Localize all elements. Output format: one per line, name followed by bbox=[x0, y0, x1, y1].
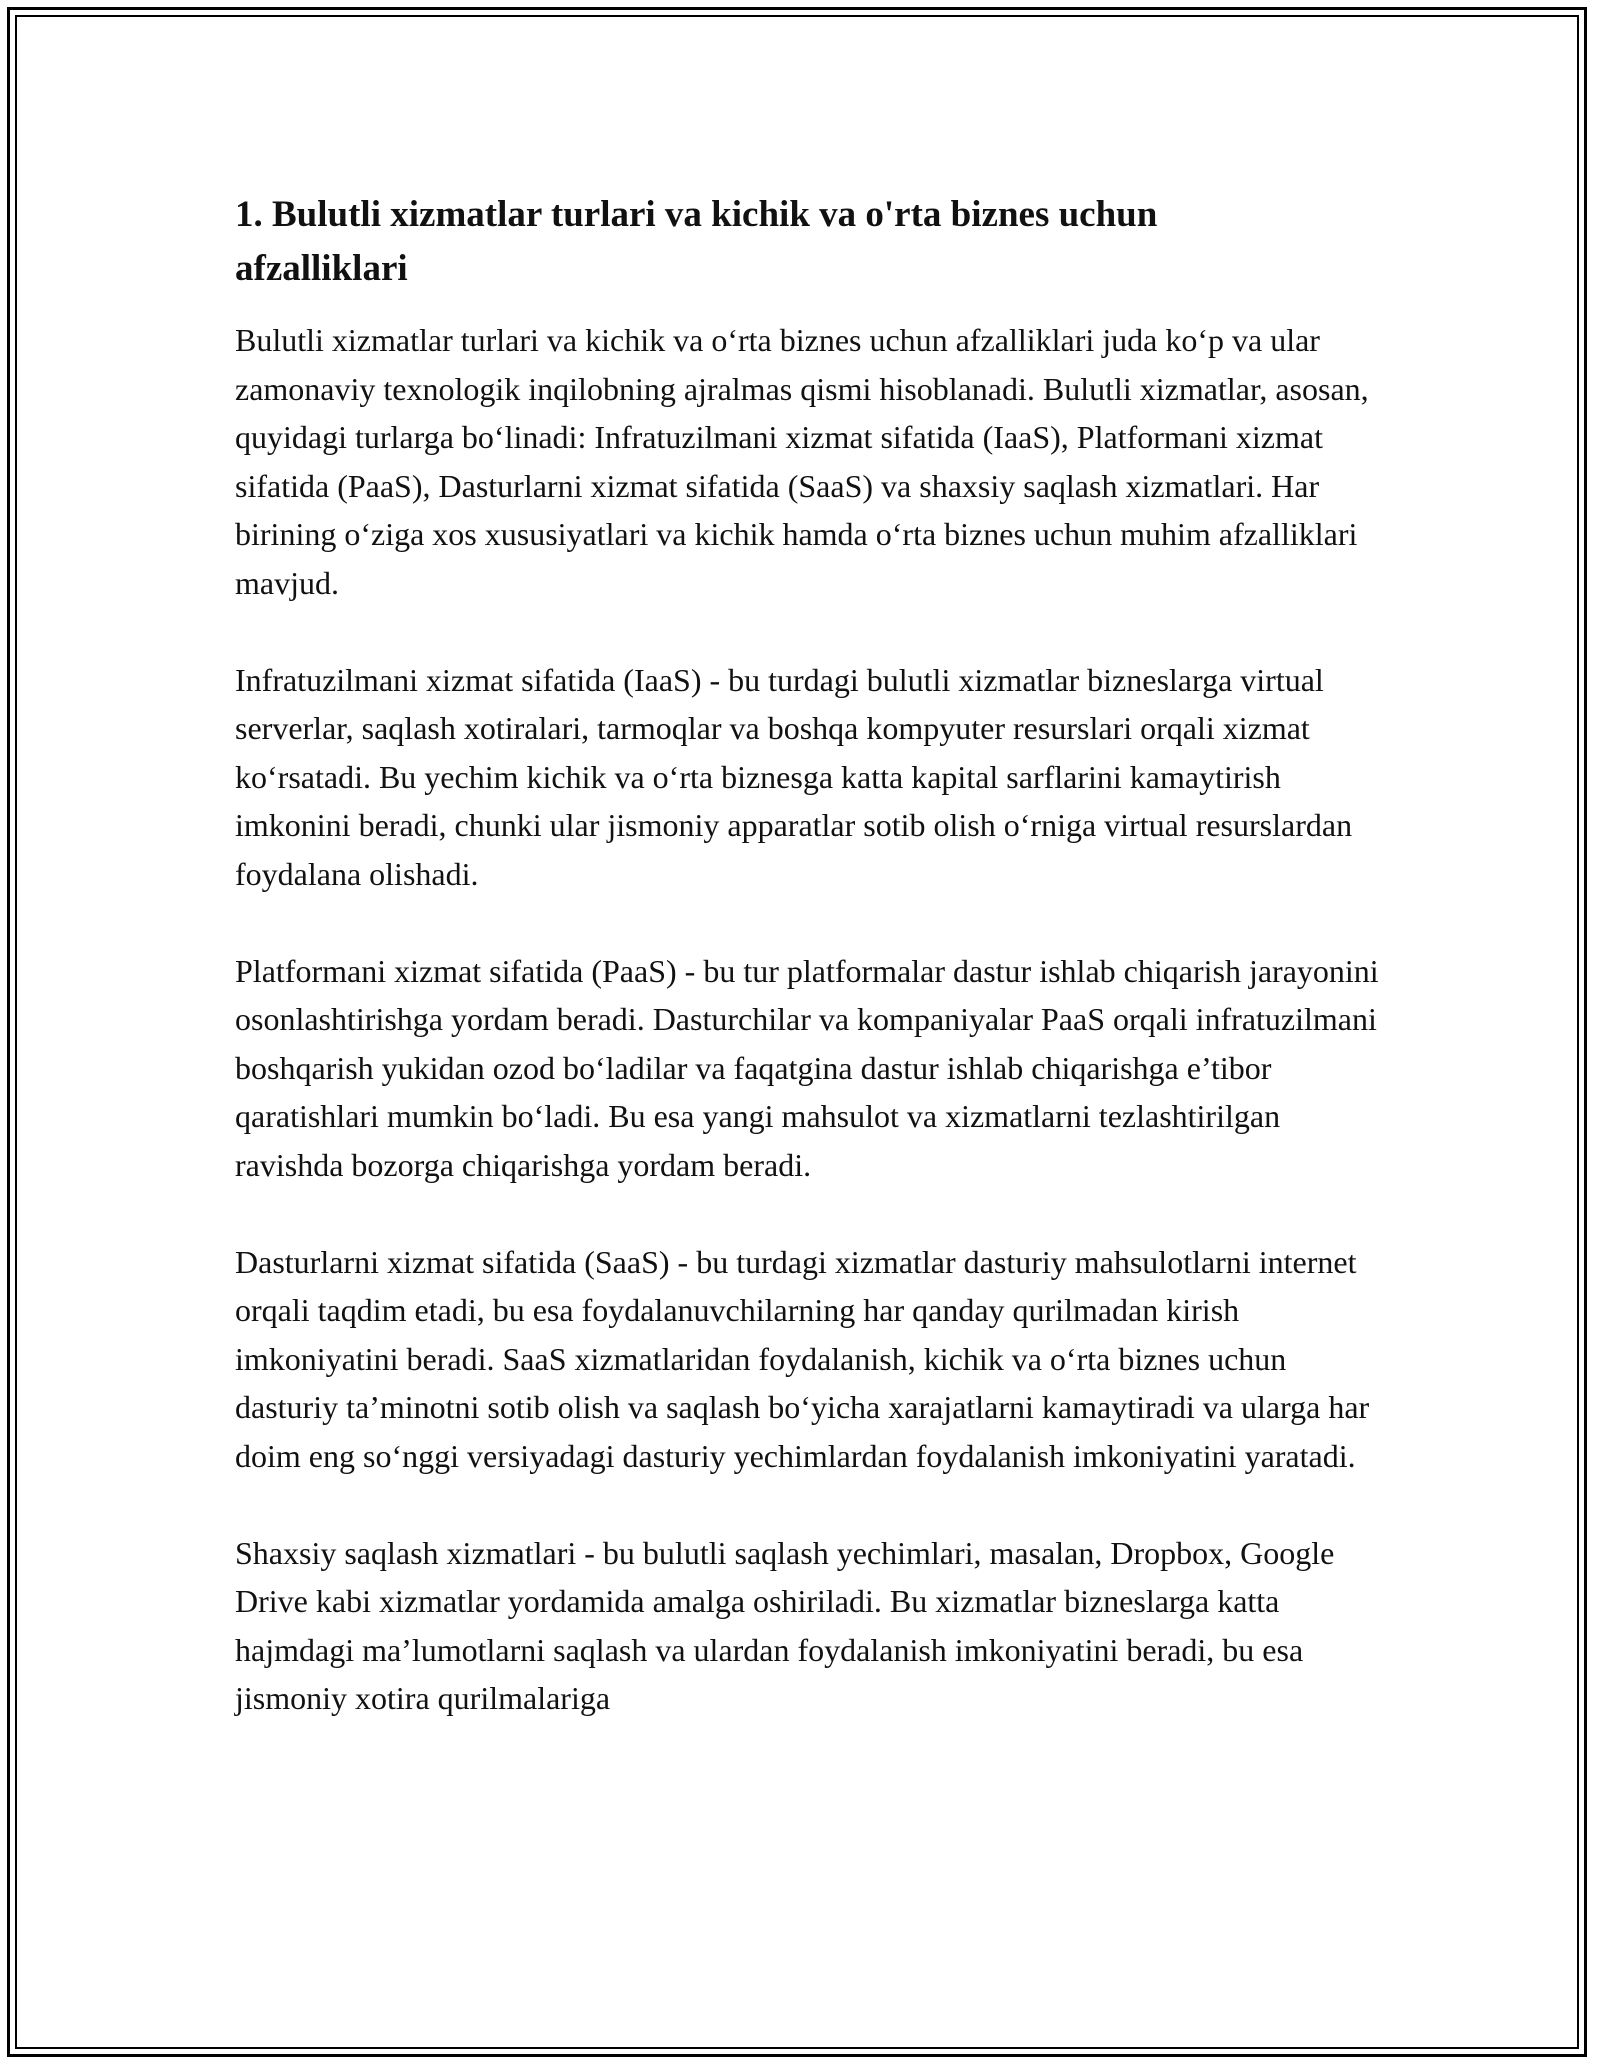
paragraph-intro: Bulutli xizmatlar turlari va kichik va o‘rta biznes uchun afzalliklari juda ko‘p va ular zamonaviy texnologik inqilobning ajralmas qismi hisoblanadi. Bulutli xizmatlar, asosan, quyidagi turlarga bo‘linadi: Infratuzilmani xizmat sifatida (IaaS), Platformani xizmat sifatida (PaaS), Dasturlarni xizmat sifatida (SaaS) va shaxsiy saqlash xizmatlari. Har birining o‘ziga xos xususiyatlari va kichik hamda o‘rta biznes uchun muhim afzalliklari mavjud. bbox=[235, 322, 1369, 601]
paragraph-saas: Dasturlarni xizmat sifatida (SaaS) - bu turdagi xizmatlar dasturiy mahsulotlarni internet orqali taqdim etadi, bu esa foydalanuvchilarning har qanday qurilmadan kirish imkoniyatini beradi. SaaS xizmatlaridan foydalanish, kichik va o‘rta biznes uchun dasturiy ta’minotni sotib olish va saqlash bo‘yicha xarajatlarni kamaytiradi va ularga har doim eng so‘nggi versiyadagi dasturiy yechimlardan foydalanish imkoniyatini yaratadi. bbox=[235, 1243, 1370, 1474]
section-heading: 1. Bulutli xizmatlar turlari va kichik va o'rta biznes uchun afzalliklari bbox=[235, 194, 1158, 289]
document-body bbox=[235, 188, 1380, 1771]
paragraph-paas: Platformani xizmat sifatida (PaaS) - bu tur platformalar dastur ishlab chiqarish jarayonini osonlashtirishga yordam beradi. Dasturchilar va kompaniyalar PaaS orqali infratuzilmani boshqarish yukidan ozod bo‘ladilar va faqatgina dastur ishlab chiqarishga e’tibor qaratishlari mumkin bo‘ladi. Bu esa yangi mahsulot va xizmatlarni tezlashtirilgan ravishda bozorga chiqarishga yordam beradi. bbox=[235, 952, 1379, 1183]
paragraph-iaas: Infratuzilmani xizmat sifatida (IaaS) - bu turdagi bulutli xizmatlar bizneslarga virtual serverlar, saqlash xotiralari, tarmoqlar va boshqa kompyuter resurslari orqali xizmat ko‘rsatadi. Bu yechim kichik va o‘rta biznesga katta kapital sarflarini kamaytirish imkonini beradi, chunki ular jismoniy apparatlar sotib olish o‘rniga virtual resurslardan foydalana olishadi. bbox=[235, 661, 1353, 892]
paragraph-storage: Shaxsiy saqlash xizmatlari - bu bulutli saqlash yechimlari, masalan, Dropbox, Google Drive kabi xizmatlar yordamida amalga oshiriladi. Bu xizmatlar bizneslarga katta hajmdagi ma’lumotlarni saqlash va ulardan foydalanish imkoniyatini beradi, bu esa jismoniy xotira qurilmalariga bbox=[235, 1534, 1335, 1716]
